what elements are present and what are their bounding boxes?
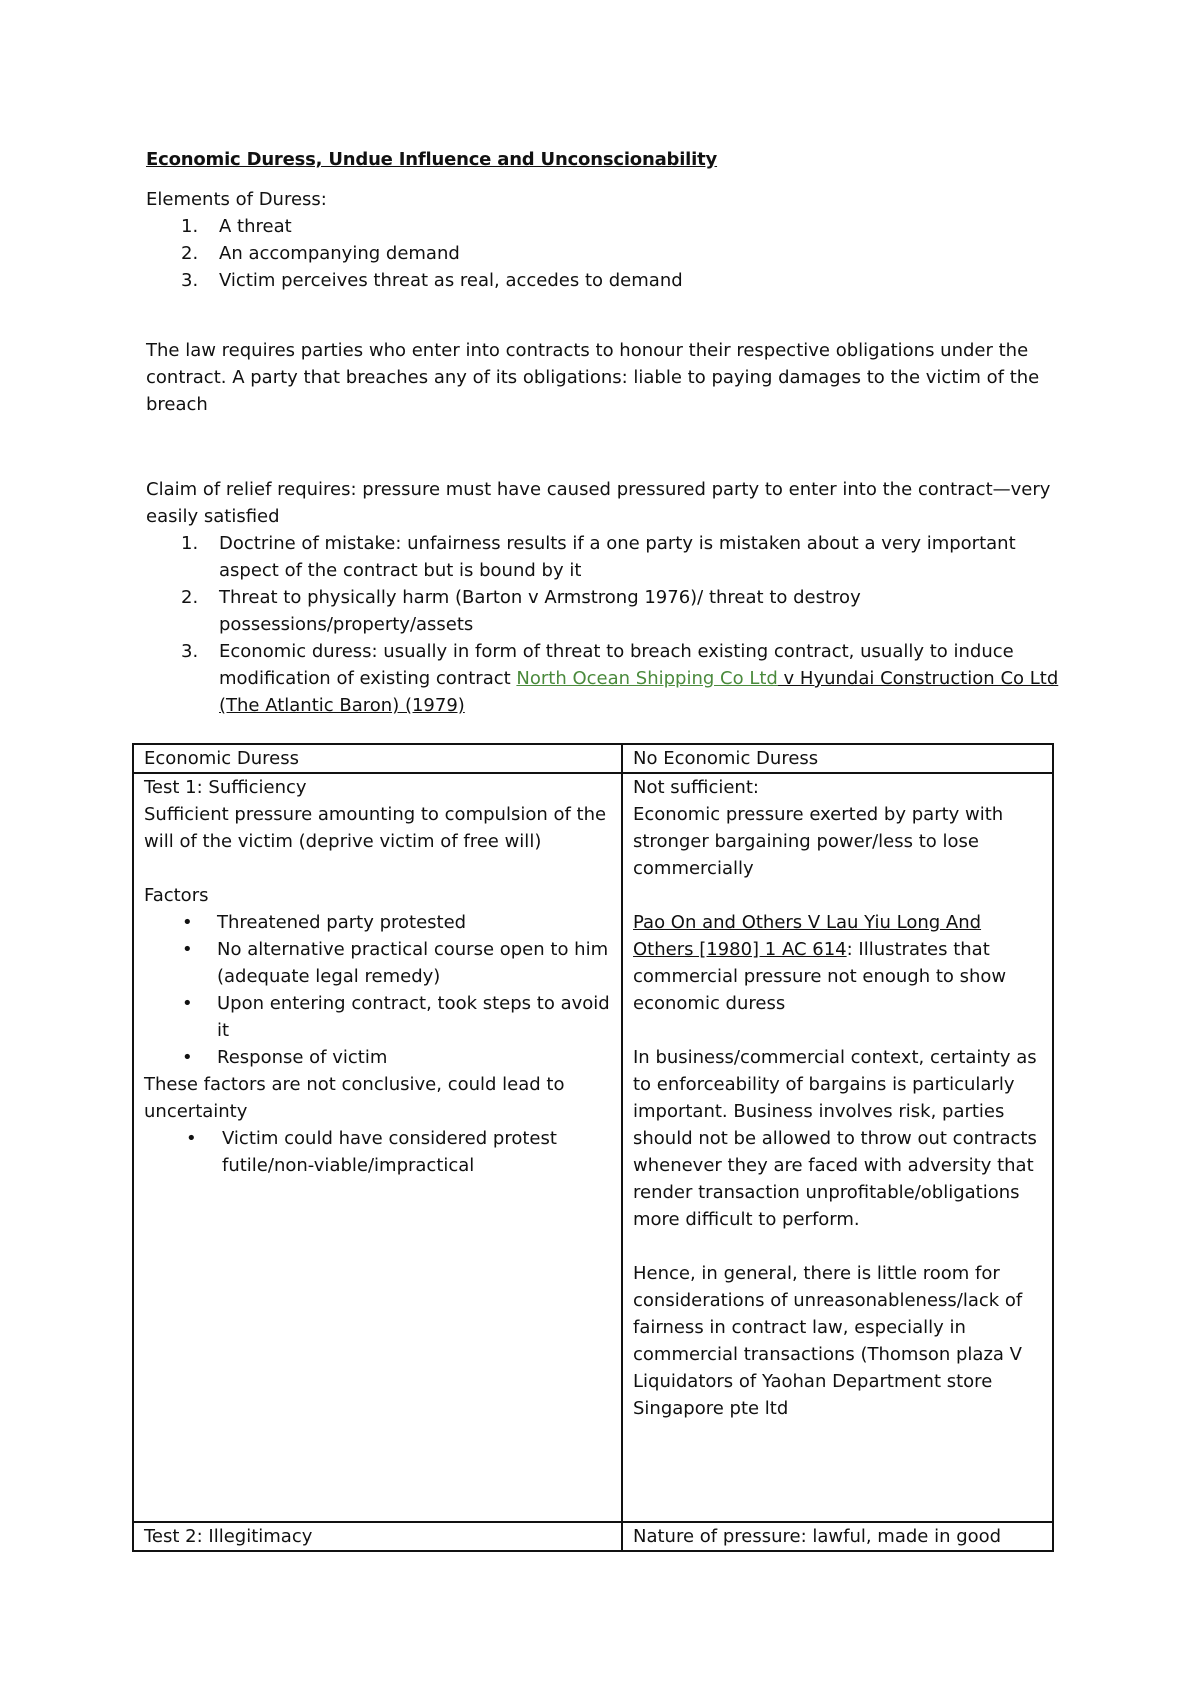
not-sufficient-label: Not sufficient: (633, 777, 759, 798)
case-paragraph (633, 909, 1042, 1017)
page-title: Economic Duress, Undue Influence and Unconscionability (146, 149, 718, 170)
list-number: 2. (181, 243, 199, 264)
list-text: An accompanying demand (219, 243, 460, 264)
table-row (133, 1522, 1053, 1551)
list-item (144, 1125, 611, 1179)
case-link-north-ocean[interactable]: North Ocean Shipping Co Ltd (516, 668, 778, 689)
list-text: Victim perceives threat as real, accedes to demand (219, 270, 683, 291)
elements-section (146, 186, 1066, 294)
list-number: 1. (181, 216, 199, 237)
list-item (144, 909, 611, 936)
law-section (146, 337, 1066, 418)
list-text: Threat to physically harm (Barton v Armstrong 1976)/ threat to destroy possessions/property/assets (219, 587, 861, 635)
bullet-icon: • (182, 939, 193, 960)
table-header-row (133, 744, 1053, 773)
table-row (133, 773, 1053, 1522)
factors-label: Factors (144, 885, 209, 906)
bullet-icon: • (182, 1047, 193, 1068)
list-text: Threatened party protested (217, 912, 467, 933)
factors-list (144, 909, 611, 1071)
case-citation: v Hyundai Construction Co Ltd (The Atlantic Baron) (1979) (219, 668, 1059, 716)
list-text: No alternative practical course open to him (adequate legal remedy) (217, 939, 609, 987)
header-economic-duress: Economic Duress (133, 744, 622, 773)
caveat-list (144, 1125, 611, 1179)
test-description: Sufficient pressure amounting to compulsion of the will of the victim (deprive victim of free will) (144, 804, 607, 852)
elements-heading: Elements of Duress: (146, 189, 327, 210)
cell-test2-left: Test 2: Illegitimacy (133, 1522, 622, 1551)
business-paragraph: In business/commercial context, certainty as to enforceability of bargains is particularly important. Business involves risk, parties should not be allowed to throw out contracts whenever they are faced with adversity that render transaction unprofitable/obligations more difficult to perform. (633, 1047, 1037, 1230)
list-item (146, 638, 1066, 719)
law-paragraph: The law requires parties who enter into contracts to honour their respective obligations under the contract. A party that breaches any of its obligations: liable to paying damages to the victim of the breach (146, 340, 1040, 415)
case-pao-on: Pao On and Others V Lau Yiu Long And Others [1980] 1 AC 614 (633, 912, 982, 960)
list-text: Response of victim (217, 1047, 388, 1068)
bullet-icon: • (182, 912, 193, 933)
list-item (144, 990, 611, 1044)
header-no-economic-duress: No Economic Duress (622, 744, 1053, 773)
caveat-text: These factors are not conclusive, could lead to uncertainty (144, 1074, 565, 1122)
list-item (146, 240, 1066, 267)
list-item (146, 213, 1066, 240)
case-note: : Illustrates that commercial pressure not enough to show economic duress (633, 939, 1007, 1014)
list-item (146, 584, 1066, 638)
relief-intro: Claim of relief requires: pressure must have caused pressured party to enter into the contract—very easily satisfied (146, 479, 1051, 527)
list-item (146, 267, 1066, 294)
bullet-icon: • (186, 1128, 197, 1149)
list-text: Victim could have considered protest futile/non-viable/impractical (222, 1128, 557, 1176)
list-text: Upon entering contract, took steps to avoid it (217, 993, 610, 1041)
list-text: Economic duress: usually in form of threat to breach existing contract, usually to induce modification of existing contract (219, 641, 1014, 689)
relief-list (146, 530, 1066, 719)
list-number: 1. (181, 533, 199, 554)
right-description: Economic pressure exerted by party with stronger bargaining power/less to lose commercially (633, 804, 1004, 879)
list-text: A threat (219, 216, 292, 237)
cell-test1-left (133, 773, 622, 1522)
list-item (144, 936, 611, 990)
bullet-icon: • (182, 993, 193, 1014)
hence-paragraph: Hence, in general, there is little room for considerations of unreasonableness/lack of fairness in contract law, especially in commercial transactions (Thomson plaza V Liquidators of Yaohan Department store Singapore pte ltd (633, 1263, 1023, 1419)
list-number: 3. (181, 270, 199, 291)
relief-section (146, 476, 1066, 719)
list-text: Doctrine of mistake: unfairness results if a one party is mistaken about a very important aspect of the contract but is bound by it (219, 533, 1016, 581)
list-item (144, 1044, 611, 1071)
cell-test2-right: Nature of pressure: lawful, made in good (622, 1522, 1053, 1551)
list-number: 3. (181, 641, 199, 662)
list-number: 2. (181, 587, 199, 608)
comparison-table (132, 743, 1054, 1552)
list-item (146, 530, 1066, 584)
cell-test1-right (622, 773, 1053, 1522)
elements-list (146, 213, 1066, 294)
test-label: Test 1: Sufficiency (144, 777, 307, 798)
